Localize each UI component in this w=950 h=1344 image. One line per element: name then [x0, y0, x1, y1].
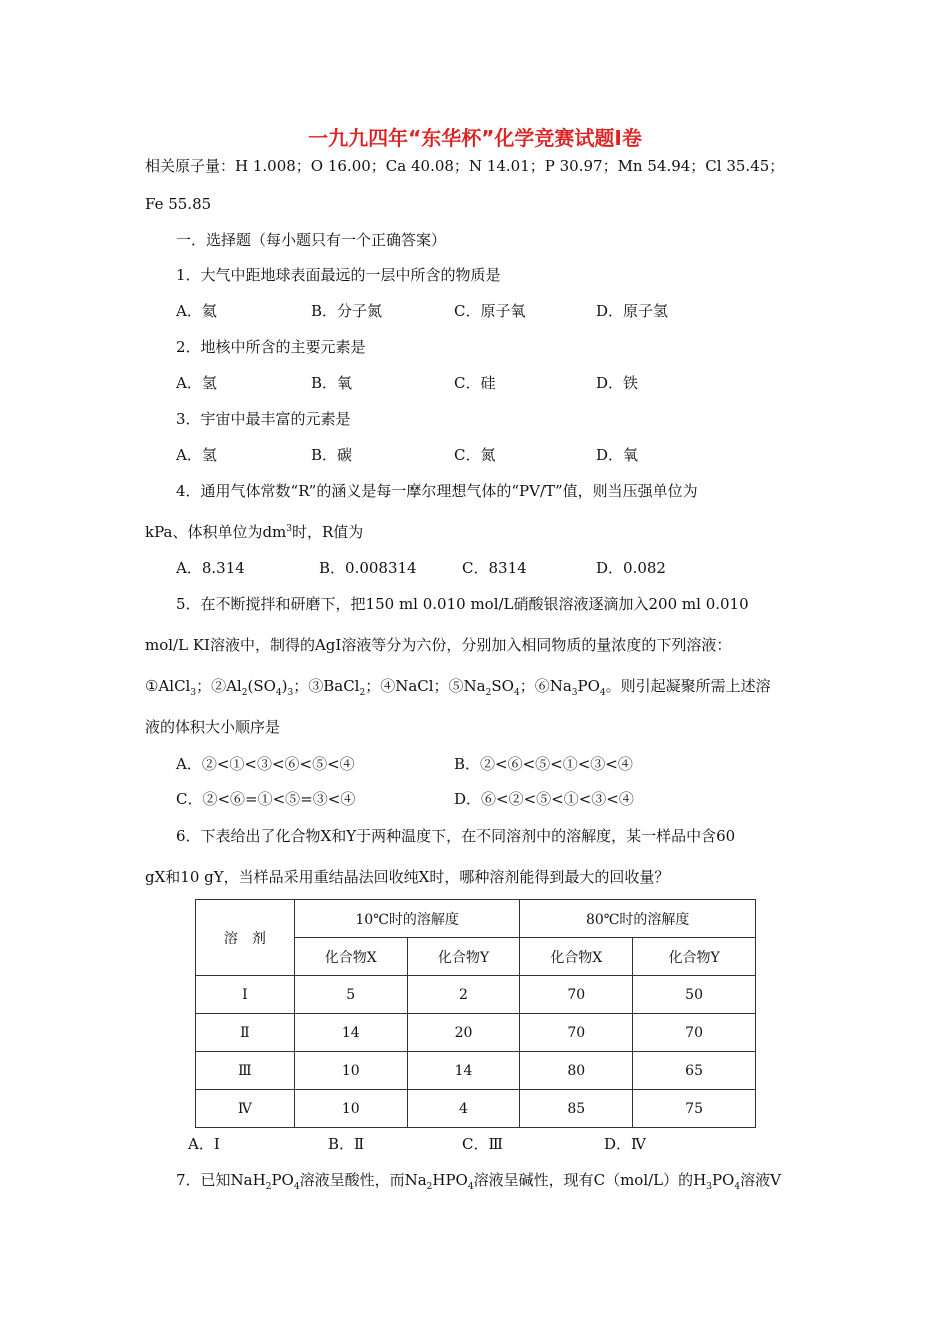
q4-option-b: B．0.008314 [319, 559, 417, 577]
table-cell: 70 [520, 1014, 633, 1052]
table-cell: 20 [407, 1014, 520, 1052]
table-cell: 75 [633, 1090, 756, 1128]
table-cell: 50 [633, 976, 756, 1014]
table-row [196, 1090, 756, 1128]
q3-stem: 3．宇宙中最丰富的元素是 [176, 410, 351, 428]
q1-option-d: D．原子氢 [596, 302, 669, 320]
q1-option-b: B．分子氮 [311, 302, 383, 320]
table-cell: 4 [407, 1090, 520, 1128]
table-cell: 14 [294, 1014, 407, 1052]
q2-option-a: A．氢 [176, 374, 217, 392]
q2-stem: 2．地核中所含的主要元素是 [176, 338, 366, 356]
table-cell: 2 [407, 976, 520, 1014]
table-header-80c: 80℃时的溶解度 [520, 900, 756, 938]
table-cell: Ⅳ [196, 1090, 295, 1128]
q2-option-b: B．氧 [311, 374, 353, 392]
q2-option-c: C．硅 [454, 374, 496, 392]
q3-option-a: A．氢 [176, 446, 217, 464]
table-cell: Ⅱ [196, 1014, 295, 1052]
q5-option-d: D．⑥<②<⑤<①<③<④ [454, 790, 634, 808]
table-cell: 80 [520, 1052, 633, 1090]
table-subheader: 化合物Y [633, 938, 756, 976]
table-cell: Ⅰ [196, 976, 295, 1014]
table-subheader: 化合物Y [407, 938, 520, 976]
q6-option-c: C．Ⅲ [462, 1135, 503, 1153]
q5-option-b: B．②<⑥<⑤<①<③<④ [454, 755, 633, 773]
table-header-solvent: 溶 剂 [196, 900, 295, 976]
table-cell: 65 [633, 1052, 756, 1090]
q4-option-a: A．8.314 [176, 559, 245, 577]
q7-line1: 7．已知$NaH_2PO_4$溶液呈酸性，而$Na_2HPO_4$溶液呈碱性，现有C（mol/L）的$H_3PO_4$溶液V [176, 1171, 781, 1192]
table-cell: 5 [294, 976, 407, 1014]
q1-option-a: A．氦 [176, 302, 217, 320]
atomic-masses-line2: Fe 55.85 [145, 195, 212, 213]
table-cell: 70 [633, 1014, 756, 1052]
table-subheader: 化合物X [294, 938, 407, 976]
q1-option-c: C．原子氧 [454, 302, 526, 320]
q5-option-a: A．②<①<③<⑥<⑤<④ [176, 755, 355, 773]
q5-line2: mol/L KI溶液中，制得的AgI溶液等分为六份，分别加入相同物质的量浓度的下列溶液： [145, 636, 732, 654]
q1-stem: 1．大气中距地球表面最远的一层中所含的物质是 [176, 266, 501, 284]
q6-option-d: D．Ⅳ [604, 1135, 647, 1153]
q3-option-b: B．碳 [311, 446, 353, 464]
table-cell: 70 [520, 976, 633, 1014]
table-row [196, 976, 756, 1014]
q6-option-b: B．Ⅱ [328, 1135, 365, 1153]
table-cell: Ⅲ [196, 1052, 295, 1090]
table-cell: 10 [294, 1052, 407, 1090]
q2-option-d: D．铁 [596, 374, 639, 392]
q5-option-c: C．②<⑥=①<⑤=③<④ [176, 790, 356, 808]
table-subheader: 化合物X [520, 938, 633, 976]
q3-option-d: D．氧 [596, 446, 639, 464]
q4-line2: kPa、体积单位为$dm^3$时，R值为 [145, 523, 364, 541]
table-row [196, 1052, 756, 1090]
q6-line1: 6．下表给出了化合物X和Y于两种温度下，在不同溶剂中的溶解度，某一样品中含60 [176, 827, 736, 845]
q4-option-d: D．0.082 [596, 559, 666, 577]
q5-line3: ①AlCl$_3$；$②Al_2(SO_4)_3$；③BaCl$_2$；④NaCl；$⑤Na_2SO_4$；$⑥Na_3PO_4$。则引起凝聚所需上述溶 [145, 677, 771, 698]
q6-line2: gX和10 gY，当样品采用重结晶法回收纯X时，哪种溶剂能得到最大的回收量？ [145, 868, 670, 886]
section-heading: 一．选择题（每小题只有一个正确答案） [176, 231, 447, 249]
solubility-table [195, 899, 756, 1128]
q6-option-a: A．Ⅰ [188, 1135, 220, 1153]
q5-line1: 5．在不断搅拌和研磨下，把150 ml 0.010 mol/L硝酸银溶液逐滴加入200 ml 0.010 [176, 595, 749, 613]
q3-option-c: C．氮 [454, 446, 496, 464]
table-cell: 14 [407, 1052, 520, 1090]
q4-line1: 4．通用气体常数“R”的涵义是每一摩尔理想气体的“PV/T”值，则当压强单位为 [176, 482, 698, 500]
table-header-10c: 10℃时的溶解度 [294, 900, 520, 938]
q5-line4: 液的体积大小顺序是 [145, 718, 281, 736]
page-title: 一九九四年“东华杯”化学竞赛试题Ⅰ卷 [308, 126, 642, 150]
table-cell: 10 [294, 1090, 407, 1128]
table-row [196, 1014, 756, 1052]
q4-option-c: C．8314 [462, 559, 527, 577]
table-cell: 85 [520, 1090, 633, 1128]
atomic-masses-line1: 相关原子量：H 1.008；O 16.00；Ca 40.08；N 14.01；P 30.97；Mn 54.94；Cl 35.45； [145, 157, 785, 175]
